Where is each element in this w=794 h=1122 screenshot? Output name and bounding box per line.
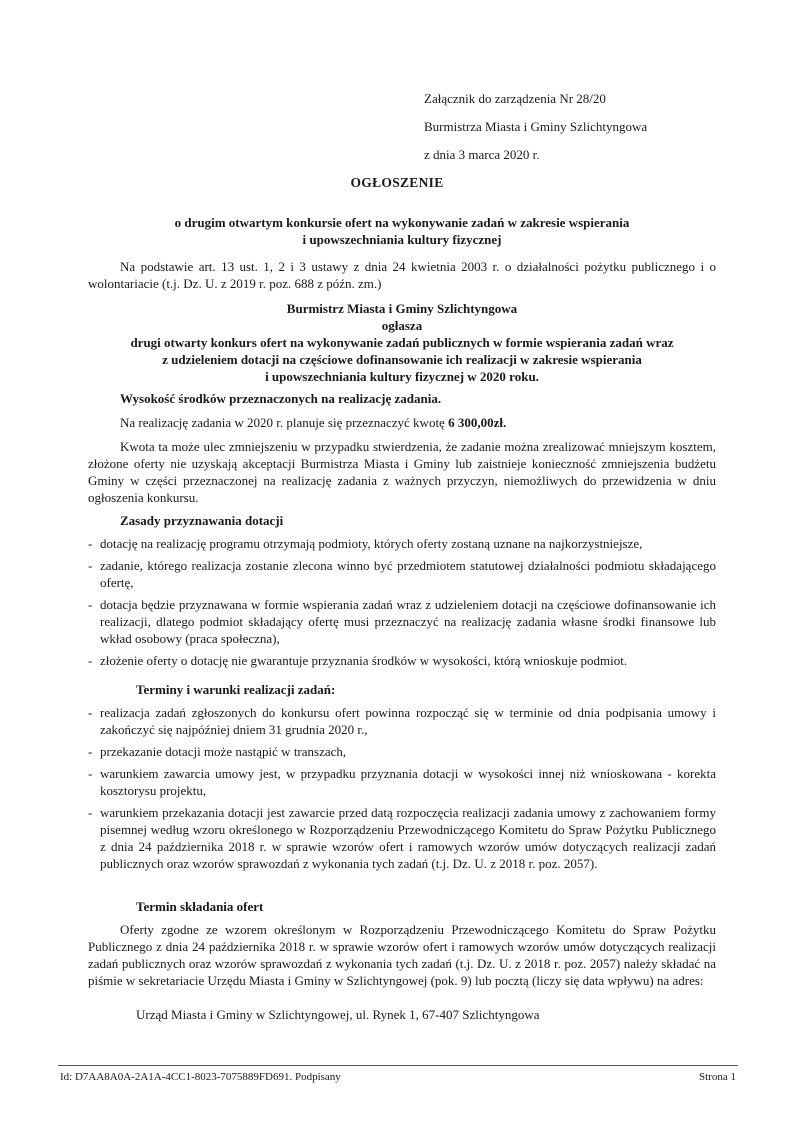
rules-item: - dotacja będzie przyznawana w formie wspierania zadań wraz z udzieleniem dotacji na częściowe dofinansowanie ich realizacji, dlatego podmiot składający ofertę musi przeznaczyć na realizację zadania własne środki finansowe lub wkład osobowy (praca społeczna),: [88, 596, 716, 647]
funds-heading-text: Wysokość środków przeznaczonych na realizację zadania.: [120, 391, 442, 406]
page-number: Strona 1: [699, 1071, 736, 1083]
funds-heading: [120, 390, 716, 407]
document-title: OGŁOSZENIE: [350, 175, 444, 190]
subtitle-line-2: i upowszechniania kultury fizycznej: [302, 232, 502, 247]
terms-item: - warunkiem zawarcia umowy jest, w przypadku przyznania dotacji w wysokości innej niż wnioskowana - korekta kosztorysu projektu,: [88, 765, 716, 799]
funds-amount-prefix: Na realizację zadania w 2020 r. planuje się przeznaczyć kwotę: [120, 415, 449, 430]
attachment-header: [424, 90, 764, 174]
terms-heading-text: Terminy i warunki realizacji zadań:: [136, 682, 336, 697]
announcement-line-4: z udzieleniem dotacji na częściowe dofinansowanie ich realizacji w zakresie wspierania: [162, 352, 642, 367]
announcement-block: [88, 300, 716, 385]
address-line: Urząd Miasta i Gminy w Szlichtyngowej, ul. Rynek 1, 67-407 Szlichtyngowa: [136, 1007, 540, 1022]
announcement-line-5: i upowszechniania kultury fizycznej w 2020 roku.: [265, 369, 539, 384]
rules-item: - dotację na realizację programu otrzymają podmioty, których oferty zostaną uznane na najkorzystniejsze,: [88, 535, 716, 552]
subtitle-line-1: o drugim otwartym konkursie ofert na wykonywanie zadań w zakresie wspierania: [174, 215, 630, 230]
rules-item: - złożenie oferty o dotację nie gwarantuje przyznania środków w wysokości, którą wnioskuje podmiot.: [88, 652, 716, 669]
funds-note-paragraph: Kwota ta może ulec zmniejszeniu w przypadku stwierdzenia, że zadanie można zrealizować mniejszym kosztem, złożone oferty nie uzyskają akceptacji Burmistrza Miasta i Gminy lub zaistnieje konieczność zmniejszenia budżetu Gminy w części przeznaczonej na realizację zadania z ważnych przyczyn, niemożliwych do przewidzenia w dniu ogłoszenia konkursu.: [88, 439, 716, 505]
announcement-line-1: Burmistrz Miasta i Gminy Szlichtyngowa: [286, 301, 518, 316]
header-line-3: z dnia 3 marca 2020 r.: [424, 147, 540, 162]
funds-amount-value: 6 300,00zł.: [448, 415, 507, 430]
rules-heading: [120, 512, 716, 529]
document-id: Id: D7AA8A0A-2A1A-4CC1-8023-7075889FD691. Podpisany: [60, 1071, 341, 1083]
document-subtitle: [88, 214, 716, 248]
terms-list: [88, 704, 716, 877]
announcement-line-3: drugi otwarty konkurs ofert na wykonywanie zadań publicznych w formie wspierania zadań wraz: [130, 335, 674, 350]
header-line-2: Burmistrza Miasta i Gminy Szlichtyngowa: [424, 119, 648, 134]
deadline-paragraph: Oferty zgodne ze wzorem określonym w Rozporządzeniu Przewodniczącego Komitetu do Spraw Pożytku Publicznego z dnia 24 października 2018 r. w sprawie wzorów ofert i ramowych wzorów umów dotyczących realizacji zadań publicznych oraz wzorów sprawozdań z wykonania tych zadań (t.j. Dz. U. z 2018 r. poz. 2057) należy składać na piśmie w sekretariacie Urzędu Miasta i Gminy w Szlichtyngowej (pok. 9) lub pocztą (liczy się data wpływu) na adres:: [88, 922, 716, 988]
terms-item: - realizacja zadań zgłoszonych do konkursu ofert powinna rozpocząć się w terminie od dnia podpisania umowy i zakończyć się najpóźniej dniem 31 grudnia 2020 r.,: [88, 704, 716, 738]
terms-heading: [136, 681, 716, 698]
deadline-heading-text: Termin składania ofert: [136, 899, 264, 914]
footer-divider: [58, 1065, 738, 1066]
legal-basis-paragraph: Na podstawie art. 13 ust. 1, 2 i 3 ustawy z dnia 24 kwietnia 2003 r. o działalności pożytku publicznego i o wolontariacie (t.j. Dz. U. z 2019 r. poz. 688 z późn. zm.): [88, 259, 716, 291]
funds-amount-line: [120, 414, 716, 431]
terms-item: - warunkiem przekazania dotacji jest zawarcie przed datą rozpoczęcia realizacji zadania umowy z zachowaniem formy pisemnej według wzoru określonego w Rozporządzeniu Przewodniczącego Komitetu do Spraw Pożytku Publicznego z dnia 24 października 2018 r. w sprawie wzorów ofert i ramowych wzorów umów dotyczących realizacji zadań publicznych oraz wzorów sprawozdań z wykonania tych zadań (t.j. Dz. U. z 2018 r. poz. 2057).: [88, 804, 716, 872]
rules-item: - zadanie, którego realizacja zostanie zlecona winno być przedmiotem statutowej działalności podmiotu składającego ofertę,: [88, 557, 716, 591]
rules-list: [88, 535, 716, 674]
rules-heading-text: Zasady przyznawania dotacji: [120, 513, 284, 528]
header-line-1: Załącznik do zarządzenia Nr 28/20: [424, 91, 606, 106]
announcement-line-2: ogłasza: [381, 318, 423, 333]
terms-item: - przekazanie dotacji może nastąpić w transzach,: [88, 743, 716, 760]
deadline-heading: [136, 898, 716, 915]
